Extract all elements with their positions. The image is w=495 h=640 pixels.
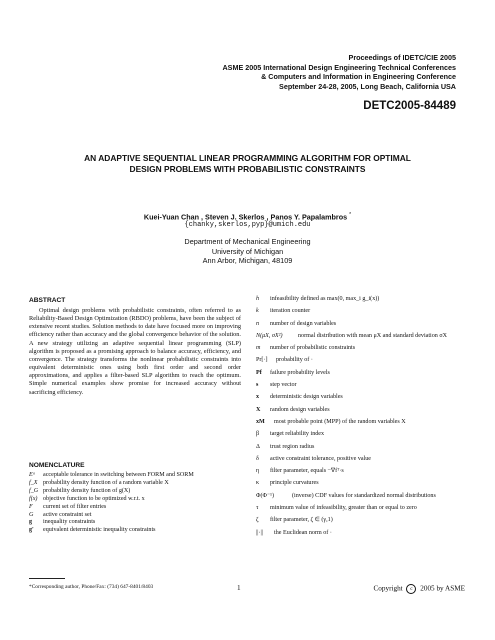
nomenclature-entry <box>256 407 468 415</box>
nomenclature-symbol: N(μX, σX²) <box>256 332 283 339</box>
nomenclature-heading: NOMENCLATURE <box>29 462 85 469</box>
nomenclature-definition: current set of filter entries <box>43 503 107 510</box>
nomenclature-symbol: Δ <box>256 443 260 450</box>
nomenclature-definition: most probable point (MPP) of the random variables X <box>274 418 406 425</box>
paper-id: DETC2005-84489 <box>363 100 456 112</box>
nomenclature-entry <box>256 419 468 427</box>
nomenclature-definition: probability density function of g(X) <box>43 487 131 494</box>
nomenclature-entry <box>256 308 468 316</box>
nomenclature-definition: (inverse) CDF values for standardized normal distributions <box>292 492 436 499</box>
nomenclature-entry <box>256 480 468 488</box>
nomenclature-definition: random design variables <box>270 406 330 413</box>
nomenclature-symbol: G <box>29 511 34 518</box>
abstract-text: Optimal design problems with probabilistic constraints, often referred to as Reliability-Based Design Optimization (RBDO) problems, have been the subject of extensive recent studies. Solution methods to date have focused more on improving efficiency rather than accuracy and the global convergence behavior of the solution. A new strategy utilizing an adaptive sequential linear programming (SLP) algorithm is proposed as a promising approach to balance accuracy, efficiency, and convergence. The strategy transforms the nonlinear probabilistic constraints into equivalent deterministic ones using both first order and second order approximations, and applies a filter-based SLP algorithm to reach the optimum. Simple numerical examples show promise for increased accuracy without sacrificing efficiency. <box>29 307 241 396</box>
nomenclature-entry <box>256 321 468 329</box>
nomenclature-definition: number of probabilistic constraints <box>270 345 356 352</box>
proceedings-header <box>96 53 456 91</box>
nomenclature-symbol: η <box>256 468 260 475</box>
nomenclature-entry <box>256 333 468 341</box>
nomenclature-entry <box>29 480 241 488</box>
nomenclature-definition: probability of · <box>276 357 313 364</box>
affiliation-line: University of Michigan <box>211 246 284 256</box>
proceedings-line: September 24-28, 2005, Long Beach, California USA <box>279 81 456 91</box>
nomenclature-symbol: g <box>29 519 33 526</box>
nomenclature-definition: active constraint set <box>43 511 92 518</box>
nomenclature-definition: trust region radius <box>270 443 315 450</box>
nomenclature-entry <box>29 527 241 535</box>
nomenclature-symbol: Eᵅ <box>29 472 36 478</box>
affiliation <box>40 237 455 266</box>
nomenclature-symbol: x <box>256 394 260 401</box>
proceedings-line: & Computers and Information in Engineering Conference <box>261 72 456 82</box>
nomenclature-entry <box>29 504 241 512</box>
nomenclature-symbol: X <box>256 406 261 413</box>
nomenclature-entry <box>256 382 468 390</box>
nomenclature-symbol: κ <box>256 480 260 487</box>
nomenclature-definition: deterministic design variables <box>270 394 343 401</box>
copyright-icon: c <box>406 584 416 594</box>
nomenclature-definition: failure probability levels <box>270 369 330 376</box>
nomenclature-symbol: Φ(Φ⁻¹) <box>256 492 275 499</box>
nomenclature-symbol: δ <box>256 455 259 462</box>
nomenclature-symbol: Pf <box>256 369 262 376</box>
nomenclature-symbol: g' <box>29 527 34 534</box>
nomenclature-symbol: k <box>256 308 259 315</box>
nomenclature-definition: objective function to be optimized w.r.t. x <box>43 495 145 502</box>
nomenclature-entry <box>256 493 468 501</box>
nomenclature-symbol: ζ <box>256 517 259 524</box>
nomenclature-entry <box>256 517 468 525</box>
nomenclature-definition: equivalent deterministic inequality constraints <box>43 527 156 534</box>
nomenclature-entry <box>256 394 468 402</box>
nomenclature-entry <box>29 488 241 496</box>
nomenclature-entry <box>256 370 468 378</box>
nomenclature-definition: step vector <box>270 382 297 389</box>
nomenclature-definition: normal distribution with mean μX and standard deviation σX <box>298 332 448 339</box>
nomenclature-definition: iteration counter <box>270 308 311 315</box>
nomenclature-list-right <box>256 296 468 542</box>
nomenclature-definition: active constraint tolerance, positive value <box>270 455 372 462</box>
nomenclature-symbol: n <box>256 320 260 327</box>
nomenclature-symbol: f_G <box>29 487 39 494</box>
corresponding-author-mark: * <box>349 212 352 218</box>
copyright-prefix: Copyright <box>373 584 403 593</box>
copyright-suffix: 2005 by ASME <box>420 584 465 593</box>
nomenclature-entry <box>256 345 468 353</box>
nomenclature-symbol: m <box>256 345 261 352</box>
nomenclature-entry <box>256 431 468 439</box>
nomenclature-definition: number of design variables <box>270 320 337 327</box>
nomenclature-symbol: h <box>256 296 260 302</box>
footnote-rule <box>29 578 65 579</box>
affiliation-line: Ann Arbor, Michigan, 48109 <box>202 256 293 265</box>
nomenclature-entry <box>29 472 241 480</box>
nomenclature-list-left <box>29 472 241 535</box>
nomenclature-definition: filter parameter, ζ ∈ (γ,1) <box>270 517 333 524</box>
nomenclature-symbol: s <box>256 382 259 389</box>
nomenclature-symbol: β <box>256 431 260 438</box>
abstract-body <box>29 307 241 397</box>
nomenclature-entry <box>256 444 468 452</box>
nomenclature-symbol: f_X <box>29 479 38 486</box>
proceedings-line: Proceedings of IDETC/CIE 2005 <box>348 53 456 62</box>
nomenclature-definition: probability density function of a random variable X <box>43 479 169 486</box>
nomenclature-entry <box>29 496 241 504</box>
author-emails: {chanky,skerlos,pyp}@umich.edu <box>184 221 311 229</box>
nomenclature-entry <box>256 456 468 464</box>
copyright-notice <box>374 584 465 594</box>
title-line: AN ADAPTIVE SEQUENTIAL LINEAR PROGRAMMING ALGORITHM FOR OPTIMAL <box>84 153 411 163</box>
nomenclature-entry <box>256 296 468 304</box>
title-line: DESIGN PROBLEMS WITH PROBABILISTIC CONSTRAINTS <box>129 164 366 174</box>
nomenclature-symbol: Pr[·] <box>256 357 268 364</box>
nomenclature-definition: the Euclidean norm of · <box>274 529 332 536</box>
nomenclature-definition: filter parameter, equals −∇fᵀ·s <box>270 468 344 475</box>
nomenclature-definition: minimum value of infeasibility, greater than or equal to zero <box>270 505 417 512</box>
abstract-heading: ABSTRACT <box>29 297 66 304</box>
nomenclature-entry <box>256 468 468 476</box>
nomenclature-entry <box>29 512 241 520</box>
nomenclature-entry <box>256 530 468 538</box>
nomenclature-symbol: τ <box>256 505 259 512</box>
nomenclature-symbol: F <box>29 503 33 510</box>
footnote: *Corresponding author, Phone/Fax: (734) 647-8401/8403 <box>29 584 154 590</box>
nomenclature-entry <box>256 357 468 365</box>
nomenclature-symbol: xM <box>256 418 265 425</box>
nomenclature-definition: acceptable tolerance in switching between FORM and SORM <box>43 472 194 478</box>
proceedings-line: ASME 2005 International Design Engineering Technical Conferences <box>222 62 456 72</box>
nomenclature-entry <box>29 519 241 527</box>
nomenclature-symbol: f(x) <box>29 495 38 502</box>
nomenclature-symbol: ||·|| <box>256 529 263 536</box>
nomenclature-definition: infeasibility defined as max(0, max_i g_i(x)) <box>270 296 380 302</box>
paper-title <box>40 153 455 175</box>
nomenclature-definition: target reliability index <box>270 431 325 438</box>
nomenclature-entry <box>256 505 468 513</box>
page-number: 1 <box>237 584 241 592</box>
affiliation-line: Department of Mechanical Engineering <box>184 237 311 246</box>
nomenclature-definition: inequality constraints <box>43 519 96 526</box>
nomenclature-definition: principle curvatures <box>270 480 319 487</box>
author-names: Kuei-Yuan Chan , Steven J. Skerlos , Panos Y. Papalambros <box>143 212 348 222</box>
